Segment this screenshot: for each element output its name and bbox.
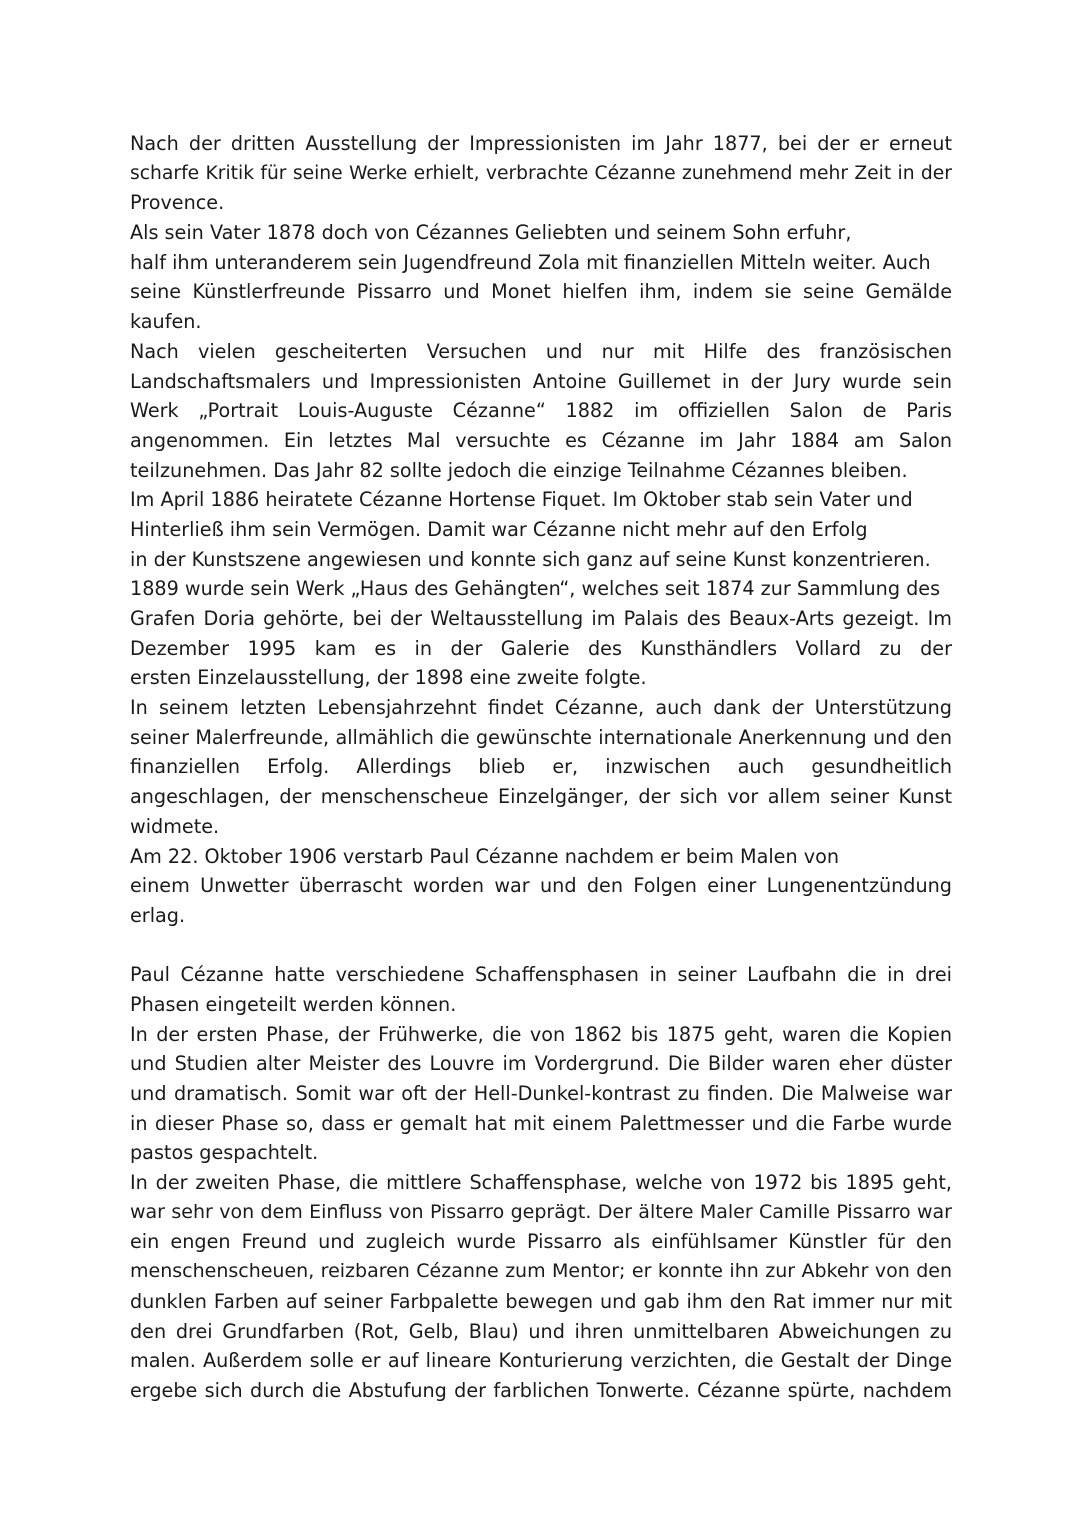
text-line: den drei Grundfarben (Rot, Gelb, Blau) und ihren unmittelbaren Abweichungen zu (130, 1319, 952, 1343)
text-line: Grafen Doria gehörte, bei der Weltausstellung im Palais des Beaux-Arts gezeigt. Im (130, 607, 952, 630)
text-line: angeschlagen, der menschenscheue Einzelgänger, der sich vor allem seiner Kunst (130, 785, 952, 809)
text-line: In der ersten Phase, der Frühwerke, die von 1862 bis 1875 geht, waren die Kopien (130, 1022, 952, 1046)
text-line: Als sein Vater 1878 doch von Cézannes Geliebten und seinem Sohn erfuhr, (130, 221, 852, 245)
text-line: ersten Einzelausstellung, der 1898 eine zweite folgte. (130, 666, 647, 690)
text-line: war sehr von dem Einfluss von Pissarro geprägt. Der ältere Maler Camille Pissarro war (130, 1200, 952, 1223)
body-text (130, 129, 952, 1406)
text-line: und dramatisch. Somit war oft der Hell-Dunkel-kontrast zu finden. Die Malweise war (130, 1082, 952, 1105)
paragraph-tod-1906 (130, 842, 952, 931)
paragraph-erste-phase (130, 1020, 952, 1168)
text-line: angenommen. Ein letztes Mal versuchte es Cézanne im Jahr 1884 am Salon (130, 428, 952, 452)
text-line: kaufen. (130, 310, 202, 334)
text-line: half ihm unteranderem sein Jugendfreund Zola mit finanziellen Mitteln weiter. Auch (130, 250, 931, 274)
text-line: Hinterließ ihm sein Vermögen. Damit war Cézanne nicht mehr auf den Erfolg (130, 517, 868, 541)
text-line: widmete. (130, 814, 220, 838)
text-line: pastos gespachtelt. (130, 1141, 319, 1165)
text-line: seine Künstlerfreunde Pissarro und Monet hielfen ihm, indem sie seine Gemälde (130, 280, 952, 304)
text-line: in der Kunstszene angewiesen und konnte sich ganz auf seine Kunst konzentrieren. (130, 547, 931, 571)
paragraph-zweite-phase (130, 1168, 952, 1406)
paragraph-letztes-jahrzehnt (130, 693, 952, 841)
text-line: Phasen eingeteilt werden können. (130, 992, 457, 1016)
text-line: Dezember 1995 kam es in der Galerie des Kunsthändlers Vollard zu der (130, 636, 952, 660)
paragraph-vater-1878 (130, 218, 952, 337)
text-line: In seinem letzten Lebensjahrzehnt findet Cézanne, auch dank der Unterstützung (130, 696, 952, 720)
text-line: malen. Außerdem solle er auf lineare Konturierung verzichten, die Gestalt der Dinge (130, 1349, 952, 1373)
text-line: erlag. (130, 903, 186, 927)
text-line: Provence. (130, 191, 225, 215)
paragraph-schaffensphasen (130, 960, 952, 1019)
text-line: Werk „Portrait Louis-Auguste Cézanne“ 1882 im offiziellen Salon de Paris (130, 399, 952, 423)
text-line: Paul Cézanne hatte verschiedene Schaffensphasen in seiner Laufbahn die in drei (130, 963, 952, 987)
text-line: menschenscheuen, reizbaren Cézanne zum Mentor; er konnte ihn zur Abkehr von den (130, 1260, 952, 1283)
text-line: Nach vielen gescheiterten Versuchen und nur mit Hilfe des französischen (130, 339, 952, 363)
paragraph-salon-1882 (130, 337, 952, 485)
text-line: Nach der dritten Ausstellung der Impressionisten im Jahr 1877, bei der er erneut (130, 132, 952, 155)
text-line: Landschaftsmalers und Impressionisten Antoine Guillemet in der Jury wurde sein (130, 369, 952, 393)
text-line: teilzunehmen. Das Jahr 82 sollte jedoch die einzige Teilnahme Cézannes bleiben. (130, 458, 908, 482)
paragraph-gap (130, 931, 952, 961)
text-line: dunklen Farben auf seiner Farbpalette bewegen und gab ihm den Rat immer nur mit (130, 1289, 952, 1313)
paragraph-ausstellung-1877 (130, 129, 952, 218)
text-line: Im April 1886 heiratete Cézanne Hortense Fiquet. Im Oktober stab sein Vater und (130, 488, 913, 512)
text-line: seiner Malerfreunde, allmählich die gewünschte internationale Anerkennung und den (130, 725, 952, 749)
text-line: 1889 wurde sein Werk „Haus des Gehängten“, welches seit 1874 zur Sammlung des (130, 577, 941, 601)
text-line: und Studien alter Meister des Louvre im Vordergrund. Die Bilder waren eher düster (130, 1052, 952, 1076)
text-line: In der zweiten Phase, die mittlere Schaffensphase, welche von 1972 bis 1895 geht, (130, 1171, 952, 1195)
text-line: Am 22. Oktober 1906 verstarb Paul Cézanne nachdem er beim Malen von (130, 844, 839, 868)
text-line: ergebe sich durch die Abstufung der farblichen Tonwerte. Cézanne spürte, nachdem (130, 1378, 952, 1402)
text-line: scharfe Kritik für seine Werke erhielt, verbrachte Cézanne zunehmend mehr Zeit in der (130, 162, 952, 184)
text-line: ein engen Freund und zugleich wurde Pissarro als einfühlsamer Künstler für den (130, 1230, 952, 1254)
text-line: einem Unwetter überrascht worden war und den Folgen einer Lungenentzündung (130, 874, 952, 898)
text-line: in dieser Phase so, dass er gemalt hat mit einem Palettmesser und die Farbe wurde (130, 1111, 952, 1135)
paragraph-hochzeit-1886 (130, 485, 952, 693)
text-line: finanziellen Erfolg. Allerdings blieb er, inzwischen auch gesundheitlich (130, 755, 952, 779)
